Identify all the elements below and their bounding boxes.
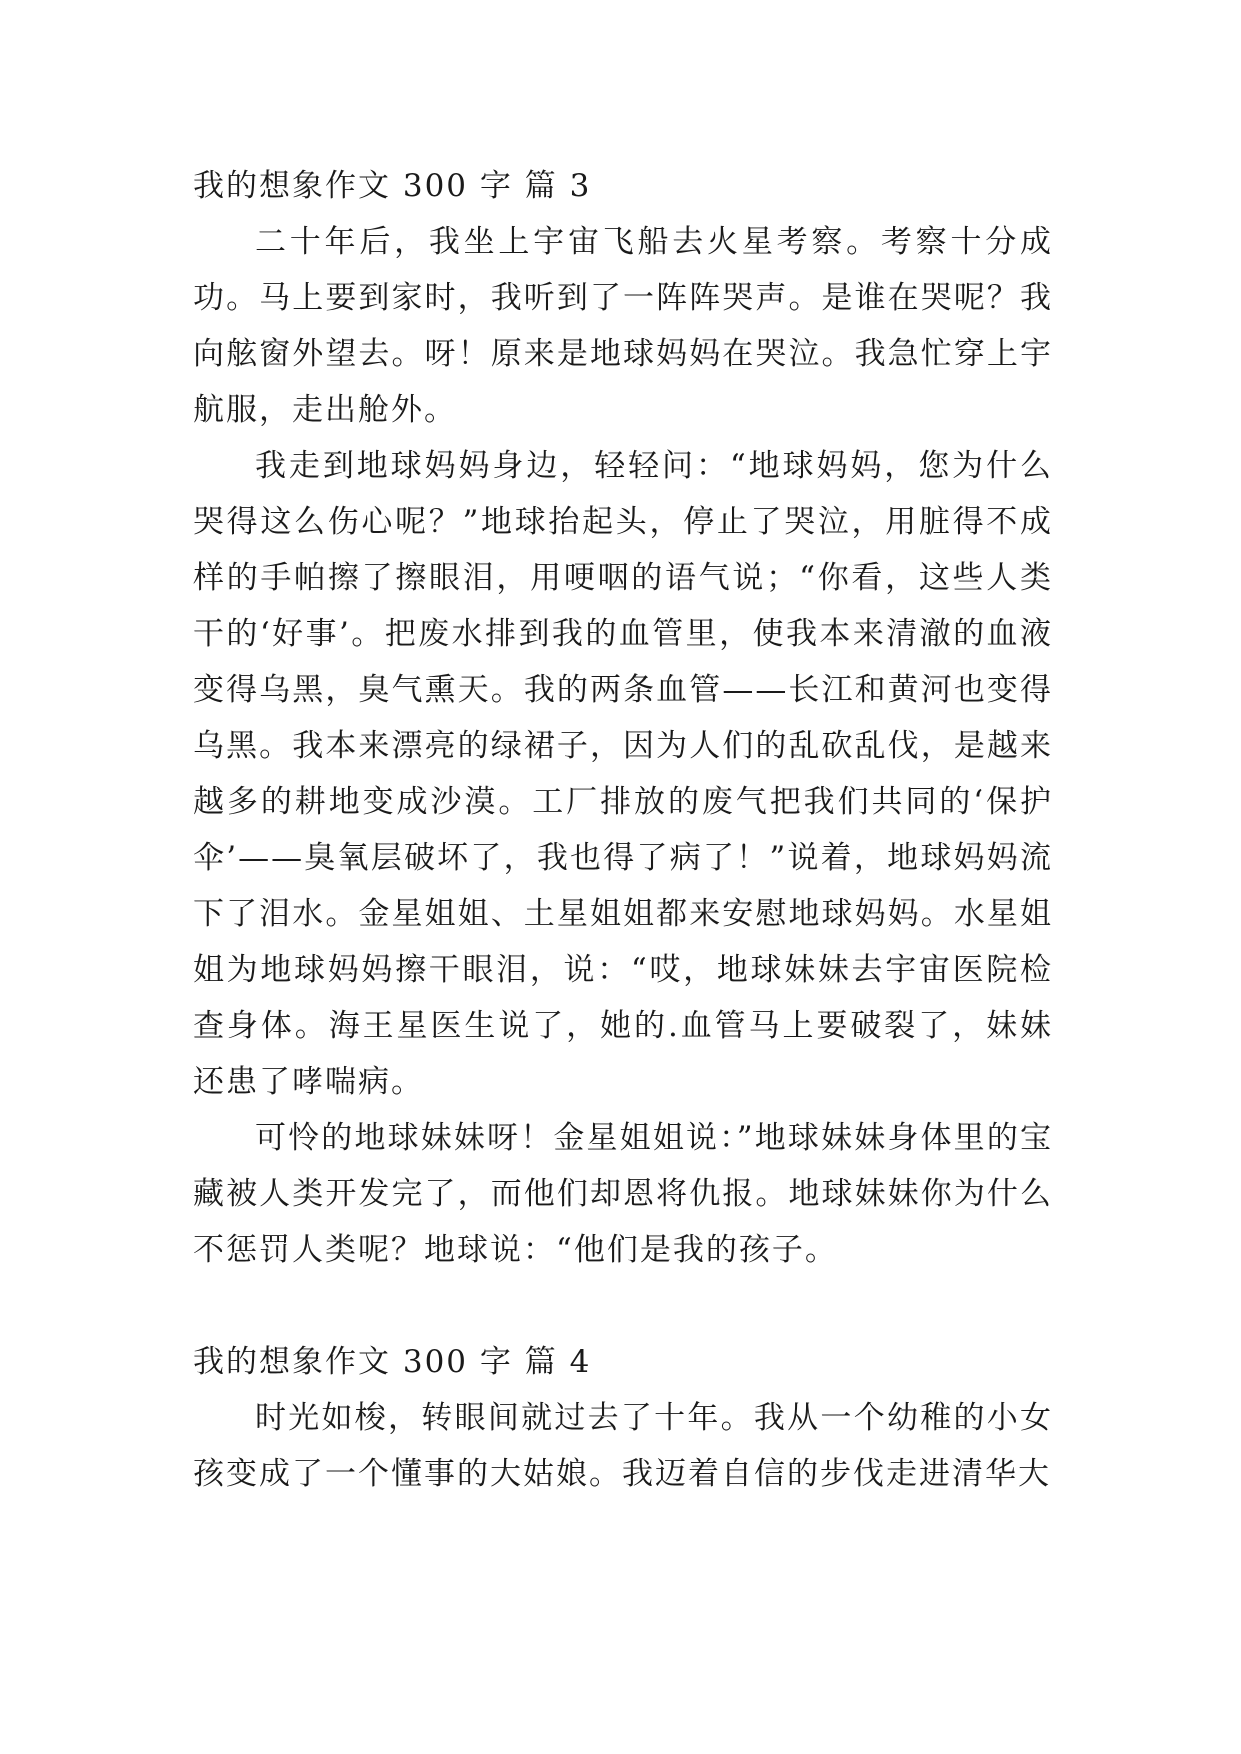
section-title: 我的想象作文 300 字 篇 3 bbox=[193, 168, 592, 204]
paragraph: 我走到地球妈妈身边，轻轻问：“地球妈妈，您为什么哭得这么伤心呢？”地球抬起头，停止了哭泣，用脏得不成样的手帕擦了擦眼泪，用哽咽的语气说；“你看，这些人类干的‘好事’。把废水排到我的血管里，使我本来清澈的血液变得乌黑，臭气熏天。我的两条血管——长江和黄河也变得乌黑。我本来漂亮的绿裙子，因为人们的乱砍乱伐，是越来越多的耕地变成沙漠。工厂排放的废气把我们共同的‘保护伞’——臭氧层破坏了，我也得了病了！”说着，地球妈妈流下了泪水。金星姐姐、土星姐姐都来安慰地球妈妈。水星姐姐为地球妈妈擦干眼泪，说：“哎，地球妹妹去宇宙医院检查身体。海王星医生说了，她的.血管马上要破裂了，妹妹还患了哮喘病。 bbox=[193, 448, 1053, 1100]
section-spacer bbox=[193, 1278, 1053, 1334]
paragraph: 可怜的地球妹妹呀！金星姐姐说：”地球妹妹身体里的宝藏被人类开发完了，而他们却恩将仇报。地球妹妹你为什么不惩罚人类呢？地球说：“他们是我的孩子。 bbox=[193, 1120, 1053, 1268]
section-title: 我的想象作文 300 字 篇 4 bbox=[193, 1344, 592, 1380]
paragraph: 时光如梭，转眼间就过去了十年。我从一个幼稚的小女孩变成了一个懂事的大姑娘。我迈着自信的步伐走进清华大 bbox=[193, 1400, 1053, 1492]
essay-section-3 bbox=[193, 158, 1053, 1278]
document-body bbox=[193, 158, 1053, 1502]
essay-section-4 bbox=[193, 1334, 1053, 1502]
paragraph: 二十年后，我坐上宇宙飞船去火星考察。考察十分成功。马上要到家时，我听到了一阵阵哭声。是谁在哭呢？我向舷窗外望去。呀！原来是地球妈妈在哭泣。我急忙穿上宇航服，走出舱外。 bbox=[193, 224, 1053, 428]
